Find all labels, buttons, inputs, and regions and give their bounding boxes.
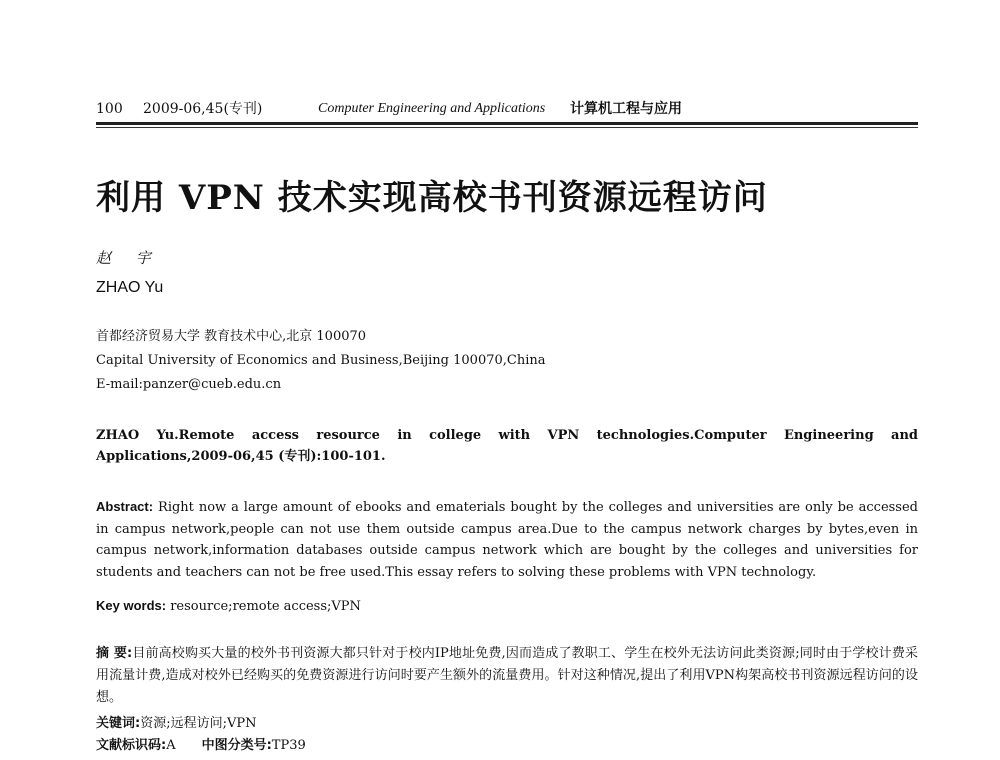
abstract-en	[96, 496, 918, 583]
abstract-en-label: Abstract:	[96, 499, 154, 514]
citation: ZHAO Yu.Remote access resource in college with VPN technologies.Computer Engineering and Applications,2009-06,45 (专刊):100-101.	[96, 428, 918, 464]
abstract-en-text: Right now a large amount of ebooks and ematerials bought by the colleges and universities are only be accessed in campus network,people can not use them outside campus area.Due to the campus network charges by bytes,even in campus network,information databases outside campus network which are bought by the colleges and universities for students and teachers can not be free used.This essay refers to solving these problems with VPN technology.	[96, 500, 918, 580]
abstract-zh-label: 摘 要:	[96, 646, 133, 661]
keywords-en-text: resource;remote access;VPN	[170, 599, 361, 614]
abstract-zh-text: 目前高校购买大量的校外书刊资源大都只针对于校内IP地址免费,因而造成了教职工、学生在校外无法访问此类资源;同时由于学校计费采用流量计费,造成对校外已经购买的免费资源进行访问时要产生额外的流量费用。针对这种情况,提出了利用VPN构架高校书刊资源远程访问的设想。	[96, 646, 918, 705]
affiliation-zh: 首都经济贸易大学 教育技术中心,北京 100070	[96, 329, 367, 344]
issue-date: 2009-06,45(专刊)	[143, 101, 263, 117]
clc-label: 中图分类号:	[201, 738, 272, 753]
keywords-zh-label: 关键词:	[96, 716, 141, 731]
affiliation-en: Capital University of Economics and Business,Beijing 100070,China	[96, 353, 546, 368]
author-name-zh: 赵 宇	[96, 249, 161, 267]
author-name-en: ZHAO Yu	[96, 279, 164, 296]
abstract-zh	[96, 643, 918, 709]
keywords-zh	[96, 714, 256, 734]
clc-code: TP39	[271, 738, 306, 753]
author-email: E-mail:panzer@cueb.edu.cn	[96, 377, 282, 392]
doc-code-label: 文献标识码:	[96, 738, 167, 753]
keywords-zh-text: 资源;远程访问;VPN	[140, 716, 257, 731]
keywords-en-label: Key words:	[96, 598, 167, 613]
article-title: 利用 VPN 技术实现高校书刊资源远程访问	[96, 178, 768, 218]
journal-name-en: Computer Engineering and Applications	[318, 101, 546, 116]
header-rule-thin	[96, 127, 918, 128]
classification-line	[96, 736, 306, 756]
page-number: 100	[96, 101, 123, 117]
doc-code: A	[166, 738, 176, 753]
header-rule-thick	[96, 122, 918, 125]
journal-name-zh: 计算机工程与应用	[570, 101, 682, 117]
keywords-en	[96, 596, 361, 617]
